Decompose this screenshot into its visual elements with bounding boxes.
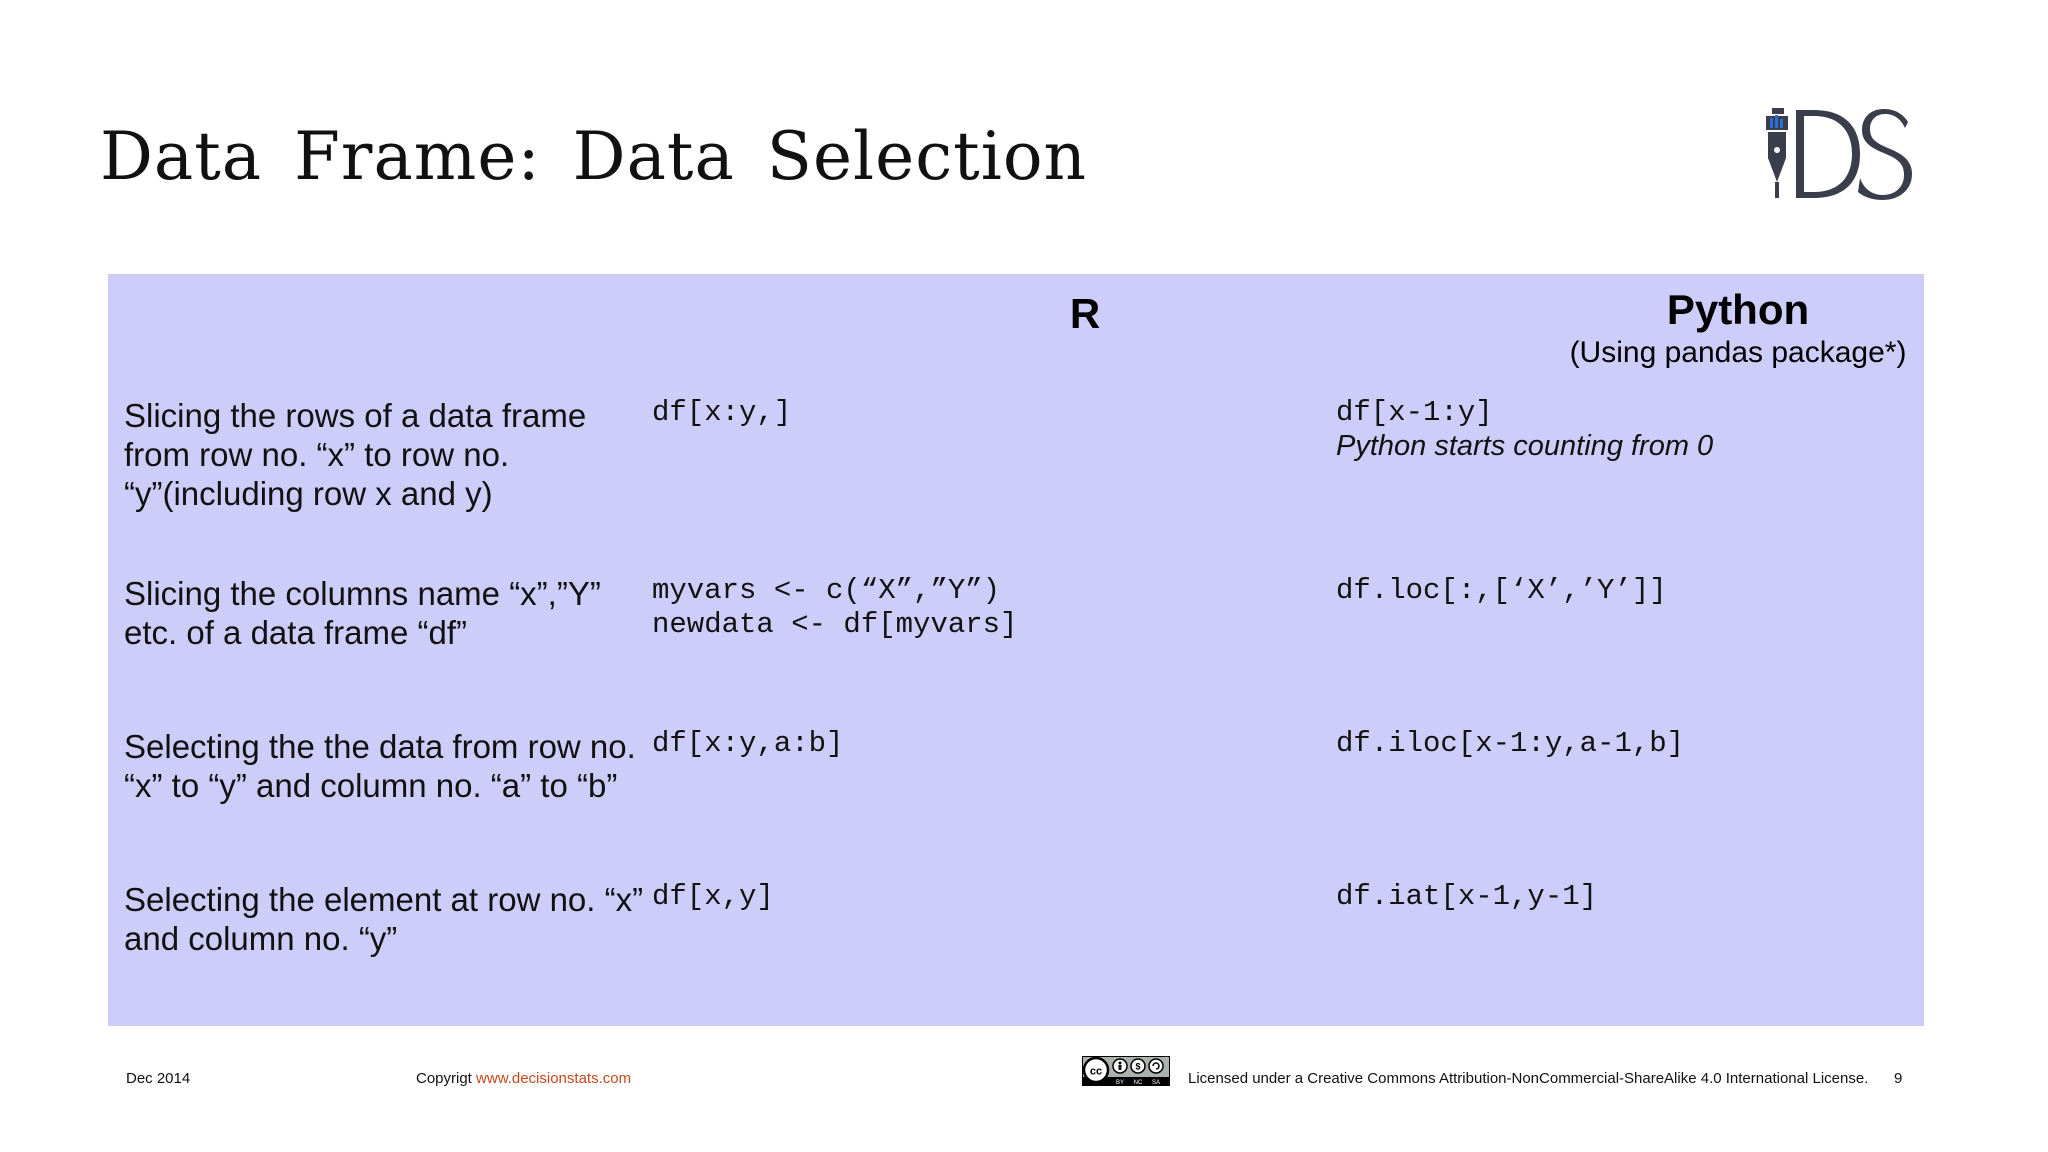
column-header-python-subtitle: (Using pandas package*) [1569, 336, 1907, 369]
python-code: df.iat[x-1,y-1] [1336, 880, 1598, 913]
r-code: df[x,y] [652, 880, 774, 913]
page-number: 9 [1894, 1070, 1903, 1087]
footer-date: Dec 2014 [126, 1070, 191, 1087]
footer-license: Licensed under a Creative Commons Attribution-NonCommercial-ShareAlike 4.0 International License. [1188, 1070, 1869, 1087]
svg-text:$: $ [1135, 1061, 1141, 1072]
python-note: Python starts counting from 0 [1336, 430, 1714, 462]
row-description: Slicing the rows of a data frame from row no. “x” to row no. “y”(including row x and y) [124, 397, 587, 512]
copyright-link[interactable]: www.decisionstats.com [476, 1070, 632, 1087]
column-header-python [1438, 286, 2038, 370]
python-code: df.iloc[x-1:y,a-1,b] [1336, 727, 1685, 760]
ds-pen-logo-icon [1762, 108, 1912, 200]
svg-text:BY: BY [1115, 1080, 1125, 1086]
python-code: df[x-1:y] [1336, 396, 1493, 429]
svg-text:SA: SA [1151, 1080, 1161, 1086]
slide-title: Data Frame: Data Selection [100, 118, 1088, 195]
copyright-prefix: Copyrigt [416, 1070, 477, 1087]
cc-by-nc-sa-icon [1082, 1056, 1170, 1086]
svg-text:cc: cc [1089, 1065, 1103, 1078]
r-code: df[x:y,a:b] [652, 727, 844, 760]
column-header-r: R [1069, 290, 1101, 337]
r-code: df[x:y,] [652, 396, 792, 429]
comparison-table [108, 274, 1924, 1026]
row-description: Selecting the element at row no. “x” and column no. “y” [124, 881, 644, 957]
footer-copyright [416, 1070, 631, 1087]
svg-text:NC: NC [1133, 1080, 1143, 1086]
r-code: myvars <- c(“X”,”Y”) newdata <- df[myvars] [652, 574, 1018, 641]
row-description: Selecting the the data from row no. “x” to “y” and column no. “a” to “b” [124, 728, 636, 804]
python-code: df.loc[:,[‘X’,’Y’]] [1336, 574, 1667, 607]
row-description: Slicing the columns name “x”,”Y” etc. of a data frame “df” [124, 575, 601, 651]
column-header-python-title: Python [1666, 286, 1810, 333]
